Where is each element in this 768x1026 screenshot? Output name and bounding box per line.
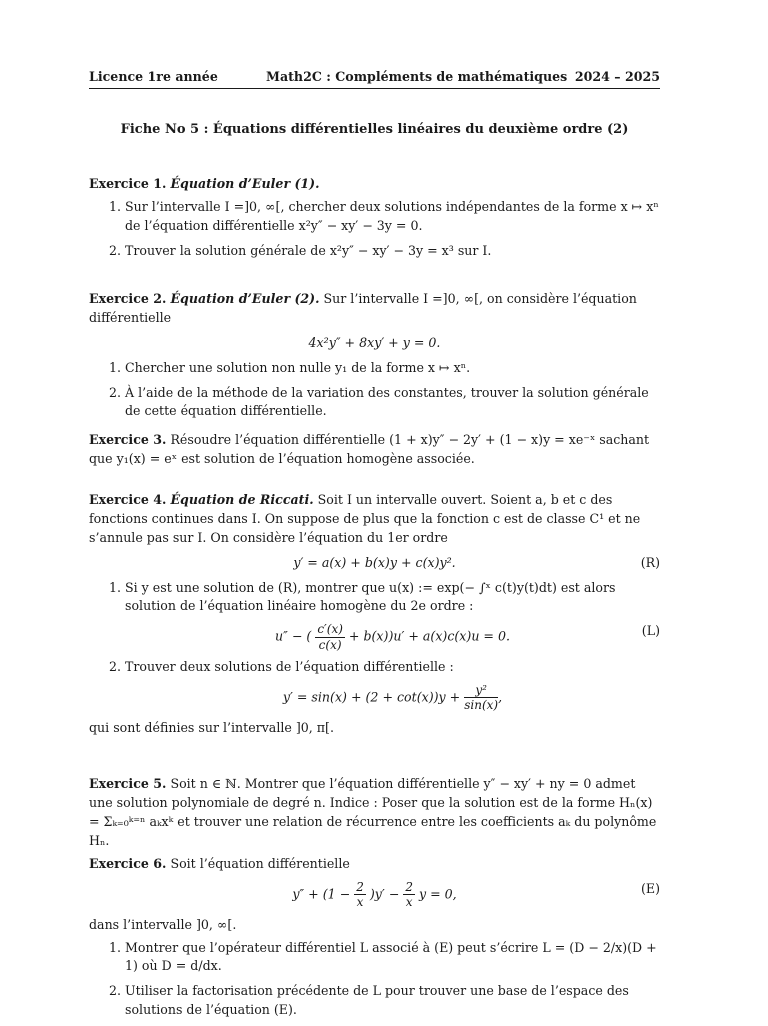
ex4-equation-l [125,622,660,652]
header-rule [89,88,660,89]
ex4-question-2: Trouver deux solutions de l’équation différentielle : [125,659,454,675]
ex4-eq2-frac [464,683,498,713]
ex4-tag-r: (R) [640,554,660,570]
ex4-eq2-den: sin(x) [464,698,499,713]
ex4-eq2-pre: y′ = sin(x) + (2 + cot(x))y + [282,689,461,705]
ex3-label: Exercice 3. [89,432,167,447]
ex6-frac-1 [354,880,366,910]
ex6-intro: Soit l’équation différentielle [170,856,350,871]
ex2-label: Exercice 2. [89,291,167,306]
ex6-eq-b: )y′ − [369,886,400,902]
ex4-eq-r-text: y′ = a(x) + b(x)y + c(x)y². [293,554,456,570]
page-title: Fiche No 5 : Équations différentielles linéaires du deuxième ordre (2) [120,122,629,137]
ex6-tag: (E) [640,880,660,896]
ex6-eq-a: y″ + (1 − [292,886,351,902]
ex4-label: Exercice 4. [89,492,167,507]
ex4-name: Équation de Riccati. [170,492,314,507]
ex6-frac-1-den: x [356,895,364,910]
ex2-equation: 4x²y″ + 8xy′ + y = 0. [308,334,441,350]
exercise-1 [89,175,660,267]
ex4-question-1: Si y est une solution de (R), montrer que u(x) := exp(− ∫ˣ c(t)y(t)dt) est alors solution de l’équation linéaire homogène du 2e ordre : [125,579,616,614]
ex4-intro: Soit I un intervalle ouvert. Soient a, b et c des fonctions continues dans I. On suppose de plus que la fonction c est de classe C¹ et ne s’annule pas sur I. On considère l’équation du 1er ordre [89,492,641,545]
ex4-eq-l-post: + b(x))u′ + a(x)c(x)u = 0. [348,628,510,644]
ex2-question-2: 2. À l’aide de la méthode de la variation des constantes, trouver la solution générale de cette équation différentielle. [125,384,660,422]
ex6-frac-2 [403,880,415,910]
ex1-label: Exercice 1. [89,176,167,191]
ex6-label: Exercice 6. [89,856,167,871]
ex5-label: Exercice 5. [89,776,167,791]
ex6-after: dans l’intervalle ]0, ∞[. [89,916,237,932]
ex6-question-2: 2. Utiliser la factorisation précédente de L pour trouver une base de l’espace des solutions de l’équation (E). [125,982,660,1020]
ex6-frac-1-num: 2 [356,879,364,894]
ex1-question-1: 1. Sur l’intervalle I =]0, ∞[, chercher deux solutions indépendantes de la forme x ↦ xⁿ de l’équation différentielle x²y″ − xy′ − 3y = 0. [125,198,660,236]
ex4-after: qui sont définies sur l’intervalle ]0, π[. [89,719,334,735]
ex3-text: Résoudre l’équation différentielle (1 + x)y″ − 2y′ + (1 − x)y = xe⁻ˣ sachant que y₁(x) = eˣ est solution de l’équation homogène associée. [89,432,650,466]
ex6-eq-c: y = 0, [418,886,457,902]
ex6-frac-2-den: x [405,895,413,910]
ex4-equation-2 [125,683,660,713]
ex4-eq2-num: y² [464,683,498,698]
ex4-equation-r [89,554,660,573]
ex6-frac-2-num: 2 [405,879,413,894]
exercise-3 [89,431,660,469]
ex4-eq-l-den: c(x) [318,637,342,652]
ex2-name: Équation d’Euler (2). [170,291,320,306]
ex4-eq-l-pre: u″ − ( [275,628,312,644]
header-left: Licence 1re année [89,69,218,84]
exercise-5 [89,775,660,851]
exercise-2 [89,290,660,427]
ex4-tag-l: (L) [641,623,660,639]
ex6-question-1: 1. Montrer que l’opérateur différentiel L associé à (E) peut s’écrire L = (D − 2/x)(D + 1) où D = d/dx. [125,939,660,977]
ex2-question-1: 1. Chercher une solution non nulle y₁ de la forme x ↦ xⁿ. [125,359,660,378]
ex6-equation [89,880,660,910]
exercise-4 [89,491,660,738]
ex1-question-2: 2. Trouver la solution générale de x²y″ − xy′ − 3y = x³ sur I. [125,242,660,261]
ex5-text: Soit n ∈ ℕ. Montrer que l’équation différentielle y″ − xy′ + ny = 0 admet une solution polynomiale de degré n. Indice : Poser que la solution est de la forme Hₙ(x) = Σₖ₌₀ᵏ⁼ⁿ aₖxᵏ et trouver une relation de récurrence entre les coefficients aₖ du polynôme Hₙ. [89,776,657,848]
ex2-intro: Sur l’intervalle I =]0, ∞[, on considère l’équation différentielle [89,291,637,325]
header-center: Math2C : Compléments de mathématiques [266,69,568,84]
exercise-6 [89,855,660,1026]
header-right: 2024 – 2025 [574,69,660,84]
ex4-eq-l-num: c′(x) [317,622,343,637]
ex1-name: Équation d’Euler (1). [170,176,320,191]
ex4-eq-l-frac [315,622,345,652]
ex4-eq2-post: , [498,689,503,705]
